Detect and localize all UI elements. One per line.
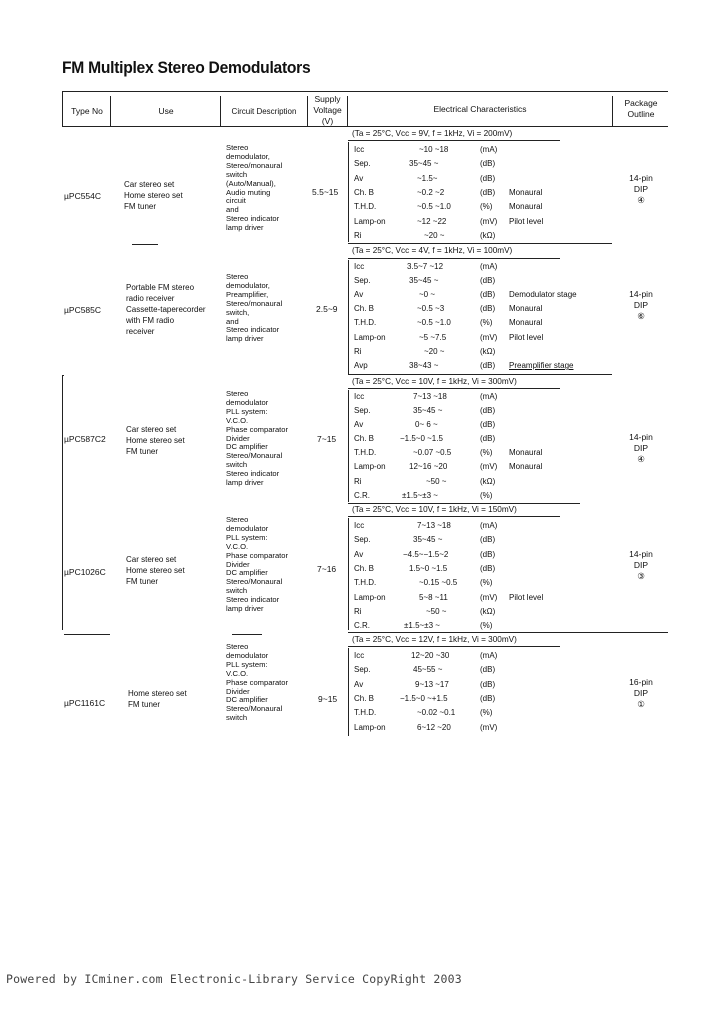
circuit-desc-2: Stereo demodulator, Preamplifier, Stereo/monaural switch, and Stereo indicator lamp driver: [226, 272, 283, 344]
param-vline-2: [348, 260, 349, 374]
value-4-av: −4.5~−1.5~2: [403, 550, 449, 559]
param-4-ri: Ri: [354, 607, 362, 616]
unit-1-thd: (%): [480, 202, 493, 211]
left-border-3: [62, 376, 63, 630]
unit-2-ri: (kΩ): [480, 347, 496, 356]
col-divider-type: [110, 96, 111, 126]
value-1-chb: ~0.2 ~2: [417, 188, 445, 197]
param-5-av: Av: [354, 680, 364, 689]
param-vline-1: [348, 142, 349, 242]
value-2-icc: 3.5~7 ~12: [407, 262, 444, 271]
use-3: Car stereo set Home stereo set FM tuner: [126, 425, 185, 456]
value-3-sep: 35~45 ~: [413, 406, 443, 415]
header-use: Use: [158, 106, 174, 116]
header-top-rule: [62, 91, 668, 92]
param-3-av: Av: [354, 420, 364, 429]
conditions-4: (Ta = 25°C, Vcc = 10V, f = 1kHz, Vi = 150mV): [352, 505, 517, 514]
param-2-avp: Avp: [354, 361, 368, 370]
use-2: Portable FM stereo radio receiver Cassette-taperecorder with FM radio receiver: [126, 283, 206, 336]
value-2-ri: ~20 ~: [424, 347, 445, 356]
note-3-chb: Monaural: [509, 448, 543, 457]
unit-2-icc: (mA): [480, 262, 498, 271]
conditions-1: (Ta = 25°C, Vcc = 9V, f = 1kHz, Vi = 200mV): [352, 129, 513, 138]
unit-3-thd: (%): [480, 448, 493, 457]
param-2-thd: T.H.D.: [354, 318, 377, 327]
cond-rule-3: [348, 388, 560, 389]
param-3-icc: Icc: [354, 392, 365, 401]
param-vline-3: [348, 390, 349, 502]
col-divider-elec: [612, 96, 613, 126]
value-2-sep: 35~45 ~: [409, 276, 439, 285]
value-4-icc: 7~13 ~18: [417, 521, 451, 530]
type-4: µPC1026C: [64, 567, 106, 577]
row-sep-4a: [64, 634, 110, 635]
unit-3-ri: (kΩ): [480, 477, 496, 486]
param-1-av: Av: [354, 174, 364, 183]
param-2-av: Av: [354, 290, 364, 299]
value-1-thd: ~0.5 ~1.0: [417, 202, 451, 211]
value-4-chb: 1.5~0 ~1.5: [409, 564, 448, 573]
value-3-thd: ~0.07 ~0.5: [413, 448, 452, 457]
unit-2-av: (dB): [480, 290, 496, 299]
use-4: Car stereo set Home stereo set FM tuner: [126, 555, 185, 586]
unit-3-chb: (dB): [480, 434, 496, 443]
unit-5-thd: (%): [480, 708, 493, 717]
type-3: µPC587C2: [64, 434, 106, 444]
value-2-chb: ~0.5 ~3: [417, 304, 445, 313]
circuit-desc-4: Stereo demodulator PLL system: V.C.O. Phase comparator Divider DC amplifier Stereo/Monaural switch Stereo indicator lamp driver: [226, 515, 289, 614]
param-4-icc: Icc: [354, 521, 365, 530]
value-3-chb: −1.5~0 ~1.5: [400, 434, 443, 443]
unit-3-icc: (mA): [480, 392, 498, 401]
param-1-ri: Ri: [354, 231, 362, 240]
package-1: 14-pin DIP ④: [629, 173, 653, 205]
param-2-icc: Icc: [354, 262, 365, 271]
cond-rule-2: [348, 258, 560, 259]
unit-4-av: (dB): [480, 550, 496, 559]
type-5: µPC1161C: [64, 698, 106, 708]
note-4-lamp: Pilot level: [509, 593, 544, 602]
unit-4-cr: (%): [480, 621, 493, 630]
note-2-av: Demodulator stage: [509, 290, 577, 299]
param-2-chb: Ch. B: [354, 304, 375, 313]
use-1: Car stereo set Home stereo set FM tuner: [124, 180, 183, 211]
unit-5-lamp: (mV): [480, 723, 498, 732]
value-5-av: 9~13 ~17: [415, 680, 449, 689]
unit-2-sep: (dB): [480, 276, 496, 285]
note-1-chb: Monaural: [509, 188, 543, 197]
col-divider-supply: [347, 96, 348, 126]
param-2-ri: Ri: [354, 347, 362, 356]
row-sep-3: [348, 503, 580, 504]
value-5-chb: −1.5~0 ~+1.5: [400, 694, 448, 703]
unit-2-thd: (%): [480, 318, 493, 327]
unit-3-sep: (dB): [480, 406, 496, 415]
param-vline-5: [348, 648, 349, 736]
param-3-cr: C.R.: [354, 491, 370, 500]
note-2-chb: Monaural: [509, 304, 543, 313]
supply-2: 2.5~9: [316, 304, 338, 314]
value-1-lamp: ~12 ~22: [417, 217, 447, 226]
header-type-no: Type No: [71, 106, 103, 116]
param-4-lamp: Lamp-on: [354, 593, 386, 602]
unit-5-chb: (dB): [480, 694, 496, 703]
note-3-thd: Monaural: [509, 462, 543, 471]
value-2-thd: ~0.5 ~1.0: [417, 318, 451, 327]
header-bottom-rule: [62, 126, 668, 127]
param-4-sep: Sep.: [354, 535, 371, 544]
unit-4-thd: (%): [480, 578, 493, 587]
value-3-icc: 7~13 ~18: [413, 392, 447, 401]
note-2-lamp: Pilot level: [509, 333, 544, 342]
unit-4-ri: (kΩ): [480, 607, 496, 616]
header-package: Package Outline: [624, 98, 658, 119]
value-1-ri: ~20 ~: [424, 231, 445, 240]
unit-2-chb: (dB): [480, 304, 496, 313]
footer-copyright: Powered by ICminer.com Electronic-Library Service CopyRight 2003: [6, 972, 462, 986]
unit-1-chb: (dB): [480, 188, 496, 197]
circuit-desc-3: Stereo demodulator PLL system: V.C.O. Phase comparator Divider DC amplifier Stereo/Monaural switch Stereo indicator lamp driver: [226, 389, 289, 488]
note-2-thd: Monaural: [509, 318, 543, 327]
value-4-sep: 35~45 ~: [413, 535, 443, 544]
unit-4-lamp: (mV): [480, 593, 498, 602]
package-3: 14-pin DIP ④: [629, 432, 653, 464]
unit-1-ri: (kΩ): [480, 231, 496, 240]
param-5-icc: Icc: [354, 651, 365, 660]
circuit-desc-5: Stereo demodulator PLL system: V.C.O. Phase comparator Divider DC amplifier Stereo/Monaural switch: [226, 642, 289, 723]
unit-3-lamp: (mV): [480, 462, 498, 471]
param-2-sep: Sep.: [354, 276, 371, 285]
row-sep-1a: [132, 244, 158, 245]
unit-1-av: (dB): [480, 174, 496, 183]
param-1-sep: Sep.: [354, 159, 371, 168]
supply-3: 7~15: [317, 434, 337, 444]
param-3-lamp: Lamp-on: [354, 462, 386, 471]
param-4-chb: Ch. B: [354, 564, 375, 573]
supply-1: 5.5~15: [312, 187, 339, 197]
row-sep-2b: [348, 374, 612, 375]
value-1-av: ~1.5~: [417, 174, 438, 183]
param-3-thd: T.H.D.: [354, 448, 377, 457]
unit-1-sep: (dB): [480, 159, 496, 168]
value-2-avp: 38~43 ~: [409, 361, 439, 370]
param-5-lamp: Lamp-on: [354, 723, 386, 732]
header-circuit: Circuit Description: [231, 107, 297, 116]
value-1-sep: 35~45 ~: [409, 159, 439, 168]
param-2-lamp: Lamp-on: [354, 333, 386, 342]
cond-rule-4: [348, 516, 560, 517]
value-5-lamp: 6~12 ~20: [417, 723, 451, 732]
value-3-lamp: 12~16 ~20: [409, 462, 448, 471]
value-3-ri: ~50 ~: [426, 477, 447, 486]
package-4: 14-pin DIP ③: [629, 549, 653, 581]
unit-1-lamp: (mV): [480, 217, 498, 226]
value-3-av: 0~ 6 ~: [415, 420, 438, 429]
package-5: 16-pin DIP ①: [629, 677, 653, 709]
param-vline-4: [348, 518, 349, 630]
use-5: Home stereo set FM tuner: [128, 689, 187, 709]
package-2: 14-pin DIP ⑥: [629, 289, 653, 321]
unit-4-sep: (dB): [480, 535, 496, 544]
note-1-thd: Monaural: [509, 202, 543, 211]
cond-rule-5: [348, 646, 560, 647]
param-4-av: Av: [354, 550, 364, 559]
unit-4-icc: (mA): [480, 521, 498, 530]
param-5-chb: Ch. B: [354, 694, 375, 703]
row-sep-1b: [348, 243, 612, 244]
conditions-5: (Ta = 25°C, Vcc = 12V, f = 1kHz, Vi = 300mV): [352, 635, 517, 644]
header-electrical: Electrical Characteristics: [433, 104, 527, 114]
unit-4-chb: (dB): [480, 564, 496, 573]
value-1-icc: ~10 ~18: [419, 145, 449, 154]
param-3-sep: Sep.: [354, 406, 371, 415]
param-1-icc: Icc: [354, 145, 365, 154]
type-2: µPC585C: [64, 305, 102, 315]
unit-1-icc: (mA): [480, 145, 498, 154]
circuit-desc-1: Stereo demodulator, Stereo/monaural switch (Auto/Manual), Audio muting circuit and Stereo indicator lamp driver: [226, 143, 283, 233]
value-5-thd: ~0.02 ~0.1: [417, 708, 456, 717]
param-1-thd: T.H.D.: [354, 202, 377, 211]
param-5-thd: T.H.D.: [354, 708, 377, 717]
conditions-3: (Ta = 25°C, Vcc = 10V, f = 1kHz, Vi = 300mV): [352, 377, 517, 386]
param-4-cr: C.R.: [354, 621, 370, 630]
value-4-ri: ~50 ~: [426, 607, 447, 616]
param-1-lamp: Lamp-on: [354, 217, 386, 226]
row-sep-4b: [232, 634, 262, 635]
row-sep-4c: [348, 632, 668, 633]
value-5-icc: 12~20 ~30: [411, 651, 450, 660]
value-5-sep: 45~55 ~: [413, 665, 443, 674]
param-5-sep: Sep.: [354, 665, 371, 674]
unit-2-lamp: (mV): [480, 333, 498, 342]
unit-5-icc: (mA): [480, 651, 498, 660]
param-3-chb: Ch. B: [354, 434, 375, 443]
param-1-chb: Ch. B: [354, 188, 375, 197]
note-1-lamp: Pilot level: [509, 217, 544, 226]
param-3-ri: Ri: [354, 477, 362, 486]
param-4-thd: T.H.D.: [354, 578, 377, 587]
header-supply: Supply Voltage (V): [313, 94, 342, 126]
value-4-lamp: 5~8 ~11: [419, 593, 448, 602]
page-title: FM Multiplex Stereo Demodulators: [62, 58, 311, 77]
value-2-av: ~0 ~: [419, 290, 436, 299]
unit-3-cr: (%): [480, 491, 493, 500]
cond-rule-1: [348, 140, 560, 141]
unit-3-av: (dB): [480, 420, 496, 429]
value-4-thd: ~0.15 ~0.5: [419, 578, 458, 587]
note-2-avp: Preamplifier stage: [509, 361, 574, 370]
type-1: µPC554C: [64, 191, 102, 201]
unit-5-sep: (dB): [480, 665, 496, 674]
supply-5: 9~15: [318, 694, 338, 704]
unit-2-avp: (dB): [480, 361, 496, 370]
value-4-cr: ±1.5~±3 ~: [404, 621, 440, 630]
value-2-lamp: ~5 ~7.5: [419, 333, 447, 342]
supply-4: 7~16: [317, 564, 337, 574]
left-border: [62, 91, 63, 127]
value-3-cr: ±1.5~±3 ~: [402, 491, 438, 500]
conditions-2: (Ta = 25°C, Vcc = 4V, f = 1kHz, Vi = 100mV): [352, 246, 513, 255]
unit-5-av: (dB): [480, 680, 496, 689]
